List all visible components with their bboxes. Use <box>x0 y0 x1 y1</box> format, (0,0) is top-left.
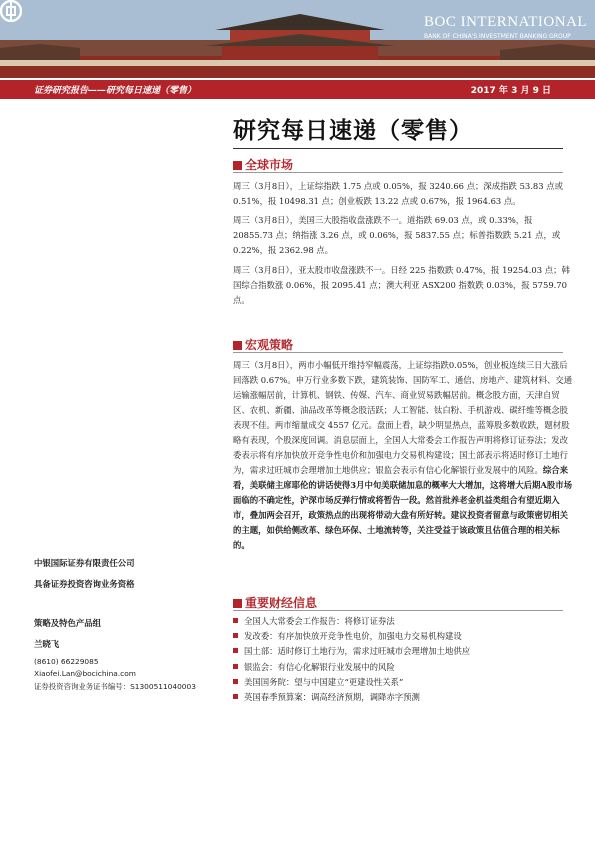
bullet-icon <box>233 679 238 684</box>
report-type: 证券研究报告——研究每日速递（零售） <box>34 86 197 96</box>
section-square-icon <box>233 341 242 350</box>
company-name: 中银国际证券有限责任公司 <box>34 558 135 568</box>
paragraph-macro-strategy <box>233 358 573 553</box>
news-list <box>233 614 573 705</box>
section-heading-global: 全球市场 <box>233 156 293 173</box>
paragraph-asia-market: 周三（3月8日），亚太股市收盘涨跌不一。日经 225 指数跌 0.47%，报 19254.03 点；韩国综合指数涨 0.06%，报 2095.41 点；澳大利亚 ASX200 指数跌 0.03%，报 5759.70 点。 <box>233 265 570 305</box>
macro-conclusion-text: 综合来看，美联储主席耶伦的讲话使得3月中旬美联储加息的概率大大增加，这将增大后期A股市场面临的不确定性，沪深市场反弹行情或将暂告一段。然首批养老金机益类组合有望近期入市，叠加两会召开，政策热点的出现将带动大盘有所好转。建议投资者留意与政策密切相关的主题，如供给侧改革、绿色环保、土地流转等，关注受益于该政策且估值合理的相关标的。 <box>233 465 572 550</box>
list-item: 银监会：有信心化解银行业发展中的风险 <box>233 660 573 675</box>
section-heading-macro: 宏观策略 <box>233 336 293 353</box>
bullet-icon <box>233 618 238 623</box>
list-item: 全国人大常委会工作报告：将修订证券法 <box>233 614 573 629</box>
department: 策略及特色产品组 <box>34 618 101 628</box>
analyst-email[interactable]: Xiaofei.Lan@bocichina.com <box>34 669 136 678</box>
bullet-icon <box>233 664 238 669</box>
section-divider <box>233 172 563 173</box>
report-type-bar <box>0 80 595 99</box>
paragraph-china-market: 周三（3月8日），上证综指跌 1.75 点或 0.05%，报 3240.66 点；深成指跌 53.83 点或 0.51%，报 10498.31 点；创业板跌 13.22 点或 0.67%，报 1964.63 点。 <box>233 181 563 206</box>
bullet-icon <box>233 633 238 638</box>
section-heading-news: 重要财经信息 <box>233 594 317 611</box>
list-item: 英国春季预算案：调高经济预期，调降赤字预测 <box>233 690 573 705</box>
paragraph-us-market: 周三（3月8日），美国三大股指收盘涨跌不一。道指跌 69.03 点，或 0.33%，报 20855.73 点；纳指涨 3.26 点，或 0.06%，报 5837.55 点；标普指数跌 5.21 点，或 0.22%，报 2362.98 点。 <box>233 215 561 255</box>
header-banner <box>0 0 595 78</box>
bullet-icon <box>233 694 238 699</box>
macro-body-text: 周三（3月8日），两市小幅低开维持窄幅震荡，上证综指跌0.05%，创业板连续三日大涨后回落跌 0.67%。申万行业多数下跌，建筑装饰、国防军工、通信、房地产、建筑材料、交通运输涨幅居前，计算机、钢铁、传媒、汽车、商业贸易跌幅居前。概念股方面，天津自贸区、农机、新疆、油品改革等概念股活跃；人工智能、钛白粉、手机游戏、碳纤维等概念股表现不佳。两市缩量成交 4557 亿元。盘面上看，缺少明显热点，蓝筹股多数收跌，题材股略有表现，个股深度回调。消息层面上，全国人大常委会工作报告声明将修订证券法；发改委表示将有序加快放开竞争性电价和加强电力交易机构建设；国土部表示将适时修订土地行为，需求过旺城市会理增加土地供应；银监会表示有信心化解银行业发展中的风险。 <box>233 360 573 475</box>
page-title: 研究每日速递（零售） <box>233 117 473 144</box>
section-divider <box>233 610 563 611</box>
title-divider <box>233 148 563 149</box>
section-divider <box>233 352 563 353</box>
license-number: 证券投资咨询业务证书编号：S1300511040003 <box>34 682 196 691</box>
brand-subtitle: BANK OF CHINA'S INVESTMENT BANKING GROUP <box>424 33 571 40</box>
qualification: 具备证券投资咨询业务资格 <box>34 579 135 589</box>
brand-name: BOC INTERNATIONAL <box>424 14 588 30</box>
analyst-name: 兰晓飞 <box>34 639 60 649</box>
list-item: 美国国务院：望与中国建立“更建设性关系” <box>233 675 573 690</box>
section-square-icon <box>233 161 242 170</box>
report-date: 2017 年 3 月 9 日 <box>470 86 551 96</box>
list-item: 国土部：适时修订土地行为，需求过旺城市会理增加土地供应 <box>233 644 573 659</box>
boc-logo-icon <box>0 0 22 22</box>
list-item: 发改委：有序加快放开竞争性电价，加强电力交易机构建设 <box>233 629 573 644</box>
section-square-icon <box>233 599 242 608</box>
analyst-phone: (8610) 66229085 <box>34 657 99 666</box>
bullet-icon <box>233 648 238 653</box>
